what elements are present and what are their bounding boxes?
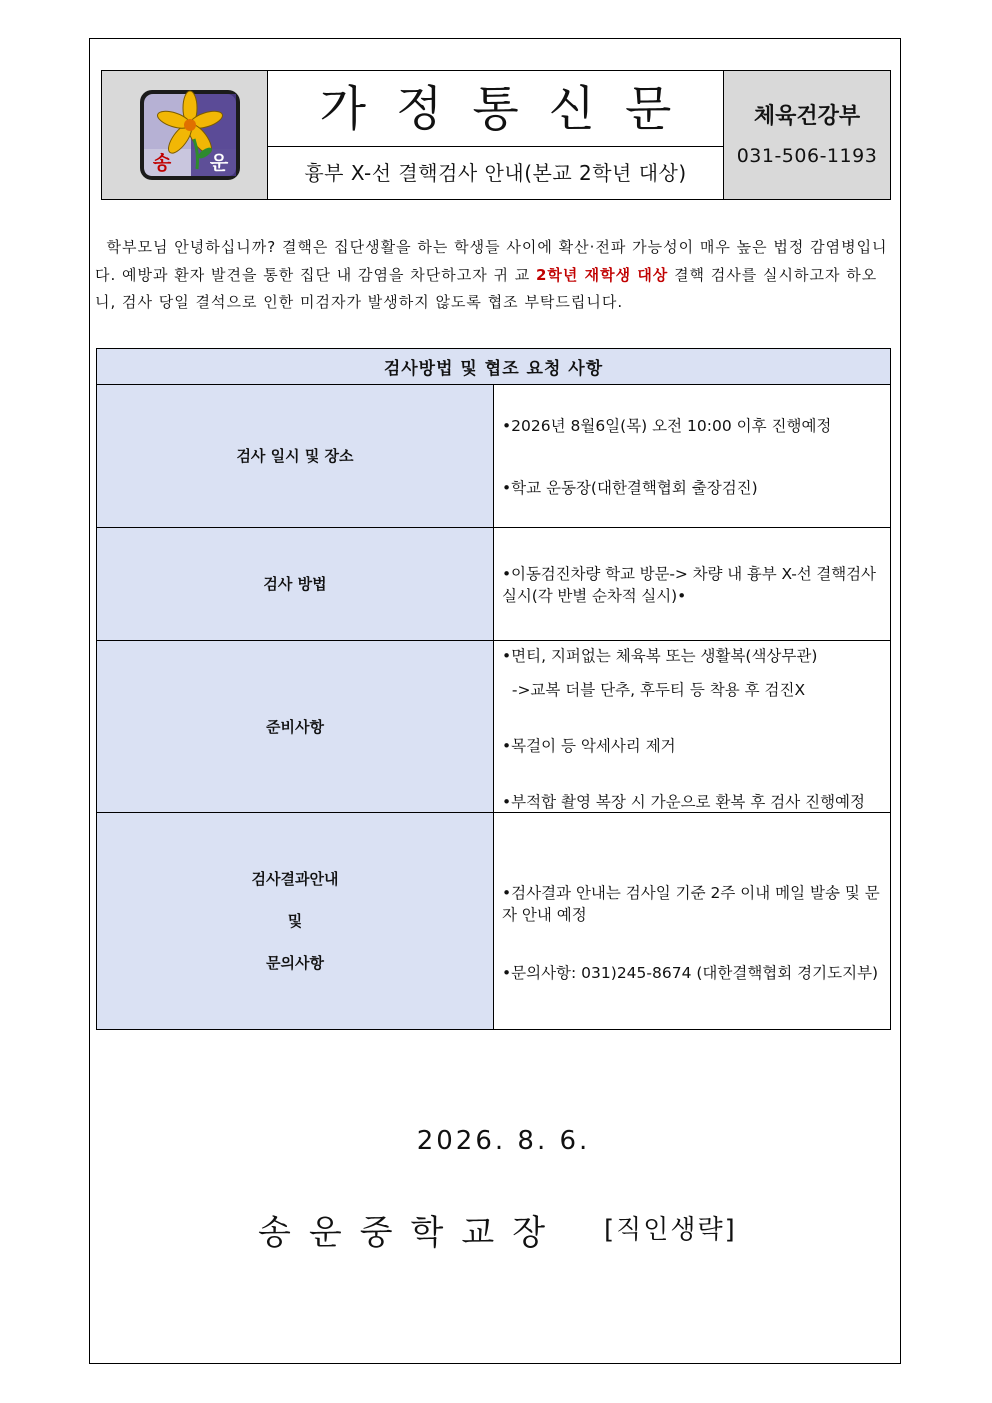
department-cell (724, 71, 890, 199)
intro-text-end: 결핵 검사를 실시하고자 하오니, 검사 당일 결석으로 인한 미검자가 발생하지 않도록 협조 부탁드립니다. (95, 265, 878, 311)
row-label-preparation: 준비사항 (97, 641, 494, 813)
document-subtitle: 흉부 X-선 결핵검사 안내(본교 2학년 대상) (304, 161, 687, 185)
table-row (97, 385, 891, 528)
principal-signature: 송운중학교장 (258, 1213, 564, 1253)
school-logo (139, 89, 241, 181)
intro-highlight: 2학년 재학생 대상 (535, 265, 669, 284)
document-header (101, 70, 891, 200)
row-item: •이동검진차량 학교 방문-> 차량 내 흉부 X-선 결핵검사 실시(각 반별 순차적 실시)• (502, 565, 876, 605)
logo-char-right: 운 (209, 152, 229, 174)
row-item: •2026년 8월6일(목) 오전 10:00 이후 진행예정 (502, 417, 832, 435)
row-item: ->교복 더블 단추, 후두티 등 착용 후 검진X (502, 681, 806, 699)
title-cell (268, 71, 724, 199)
row-label-results (97, 813, 494, 1030)
logo-char-left: 송 (152, 152, 172, 174)
department-name: 체육건강부 (753, 104, 861, 129)
logo-cell (102, 71, 268, 199)
intro-text-start: 학부모님 안녕하십니까? 결핵은 집단생활을 하는 학생들 사이에 확산·전파 가능성이 매우 높은 법정 감염병입니다. 예방과 환자 발견을 통한 집단 내 감염을 차단하고자 귀 교 (95, 238, 888, 284)
issue-date: 2026. 8. 6. (416, 1126, 591, 1156)
row-item: •검사결과 안내는 검사일 기준 2주 이내 메일 발송 및 문자 안내 예정 (502, 884, 880, 924)
row-item: •학교 운동장(대한결핵협회 출장검진) (502, 479, 758, 497)
row-item: •면티, 지퍼없는 체육복 또는 생활복(색상무관) (502, 647, 818, 665)
table-title: 검사방법 및 협조 요청 사항 (97, 349, 891, 385)
row-label-text: 검사 일시 및 장소 (236, 447, 354, 465)
row-label-line: 문의사항 (266, 954, 324, 972)
row-body-results (494, 813, 891, 1030)
department-phone: 031-506-1193 (736, 145, 878, 167)
table-row (97, 813, 891, 1030)
row-item: •부적합 촬영 복장 시 가운으로 환복 후 검사 진행예정 (502, 793, 865, 811)
row-body-method (494, 528, 891, 641)
info-table (96, 348, 891, 1030)
row-item: •목걸이 등 악세사리 제거 (502, 737, 676, 755)
row-label-line: 및 (287, 912, 303, 930)
row-label-schedule (97, 385, 494, 528)
table-row (97, 528, 891, 641)
document-title: 가정통신문 (268, 71, 723, 147)
row-item: •문의사항: 031)245-8674 (대한결핵협회 경기도지부) (502, 964, 879, 982)
row-label-line: 검사결과안내 (251, 870, 339, 888)
row-body-schedule (494, 385, 891, 528)
row-label-method: 검사 방법 (97, 528, 494, 641)
intro-paragraph (95, 234, 895, 317)
row-body-preparation (494, 641, 891, 813)
table-row (97, 641, 891, 813)
seal-note: [직인생략] (604, 1215, 737, 1245)
